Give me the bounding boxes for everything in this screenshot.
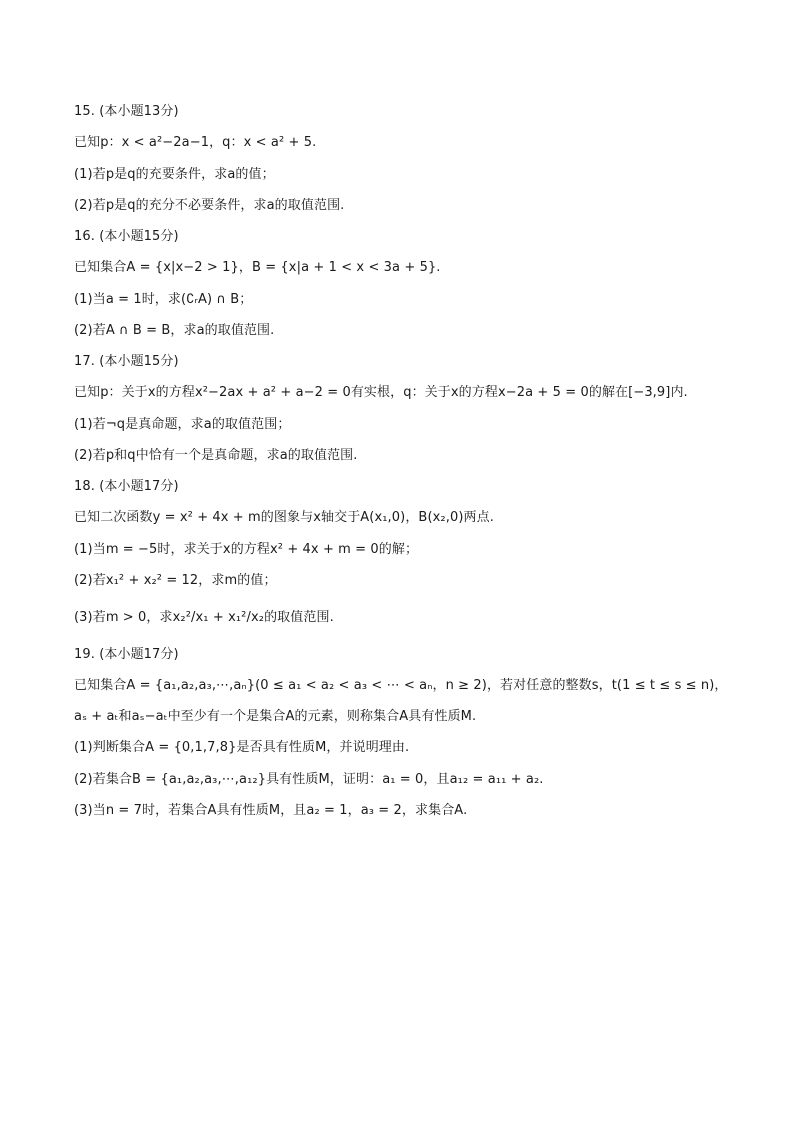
problem-17-part-1: (1)若¬q是真命题，求a的取值范围； [74, 417, 291, 432]
problem-19-part-1: (1)判断集合A = {0,1,7,8}是否具有性质M，并说明理由. [74, 740, 410, 755]
problem-16-part-1: (1)当a = 1时，求(∁ᵣA) ∩ B； [74, 292, 253, 307]
problem-19-header: 19. (本小题17分) [74, 647, 179, 662]
problem-17-part-2: (2)若p和q中恰有一个是真命题，求a的取值范围. [74, 448, 358, 463]
problem-16-part-2: (2)若A ∩ B = B，求a的取值范围. [74, 323, 275, 338]
problem-15-part-1: (1)若p是q的充要条件，求a的值； [74, 167, 275, 182]
problem-19-part-2: (2)若集合B = {a₁,a₂,a₃,⋯,a₁₂}具有性质M，证明：a₁ = 0，且a₁₂ = a₁₁ + a₂. [74, 772, 544, 787]
problem-18-part-1: (1)当m = −5时，求关于x的方程x² + 4x + m = 0的解； [74, 542, 419, 557]
problem-18-header: 18. (本小题17分) [74, 479, 179, 494]
problem-18-part-2: (2)若x₁² + x₂² = 12，求m的值； [74, 573, 277, 588]
problem-19-statement-2: aₛ + aₜ和aₛ−aₜ中至少有一个是集合A的元素，则称集合A具有性质M. [74, 709, 477, 724]
problem-18-statement: 已知二次函数y = x² + 4x + m的图象与x轴交于A(x₁,0)，B(x₂,0)两点. [74, 510, 494, 525]
problem-16-statement: 已知集合A = {x|x−2 > 1}，B = {x|a + 1 < x < 3a + 5}. [74, 260, 441, 275]
problem-16-header: 16. (本小题15分) [74, 229, 179, 244]
problem-15-header: 15. (本小题13分) [74, 104, 179, 119]
problem-17-statement: 已知p：关于x的方程x²−2ax + a² + a−2 = 0有实根，q：关于x的方程x−2a + 5 = 0的解在[−3,9]内. [74, 385, 688, 400]
problem-15-statement: 已知p：x < a²−2a−1，q：x < a² + 5. [74, 135, 317, 150]
problem-19-part-3: (3)当n = 7时，若集合A具有性质M，且a₂ = 1，a₃ = 2，求集合A. [74, 803, 468, 818]
problem-17-header: 17. (本小题15分) [74, 354, 179, 369]
problem-18-part-3: (3)若m > 0，求x₂²/x₁ + x₁²/x₂的取值范围. [74, 610, 334, 625]
problem-19-statement-1: 已知集合A = {a₁,a₂,a₃,⋯,aₙ}(0 ≤ a₁ < a₂ < a₃ < ⋯ < aₙ，n ≥ 2)，若对任意的整数s，t(1 ≤ t ≤ s ≤ n)， [74, 678, 728, 693]
problem-15-part-2: (2)若p是q的充分不必要条件，求a的取值范围. [74, 198, 345, 213]
